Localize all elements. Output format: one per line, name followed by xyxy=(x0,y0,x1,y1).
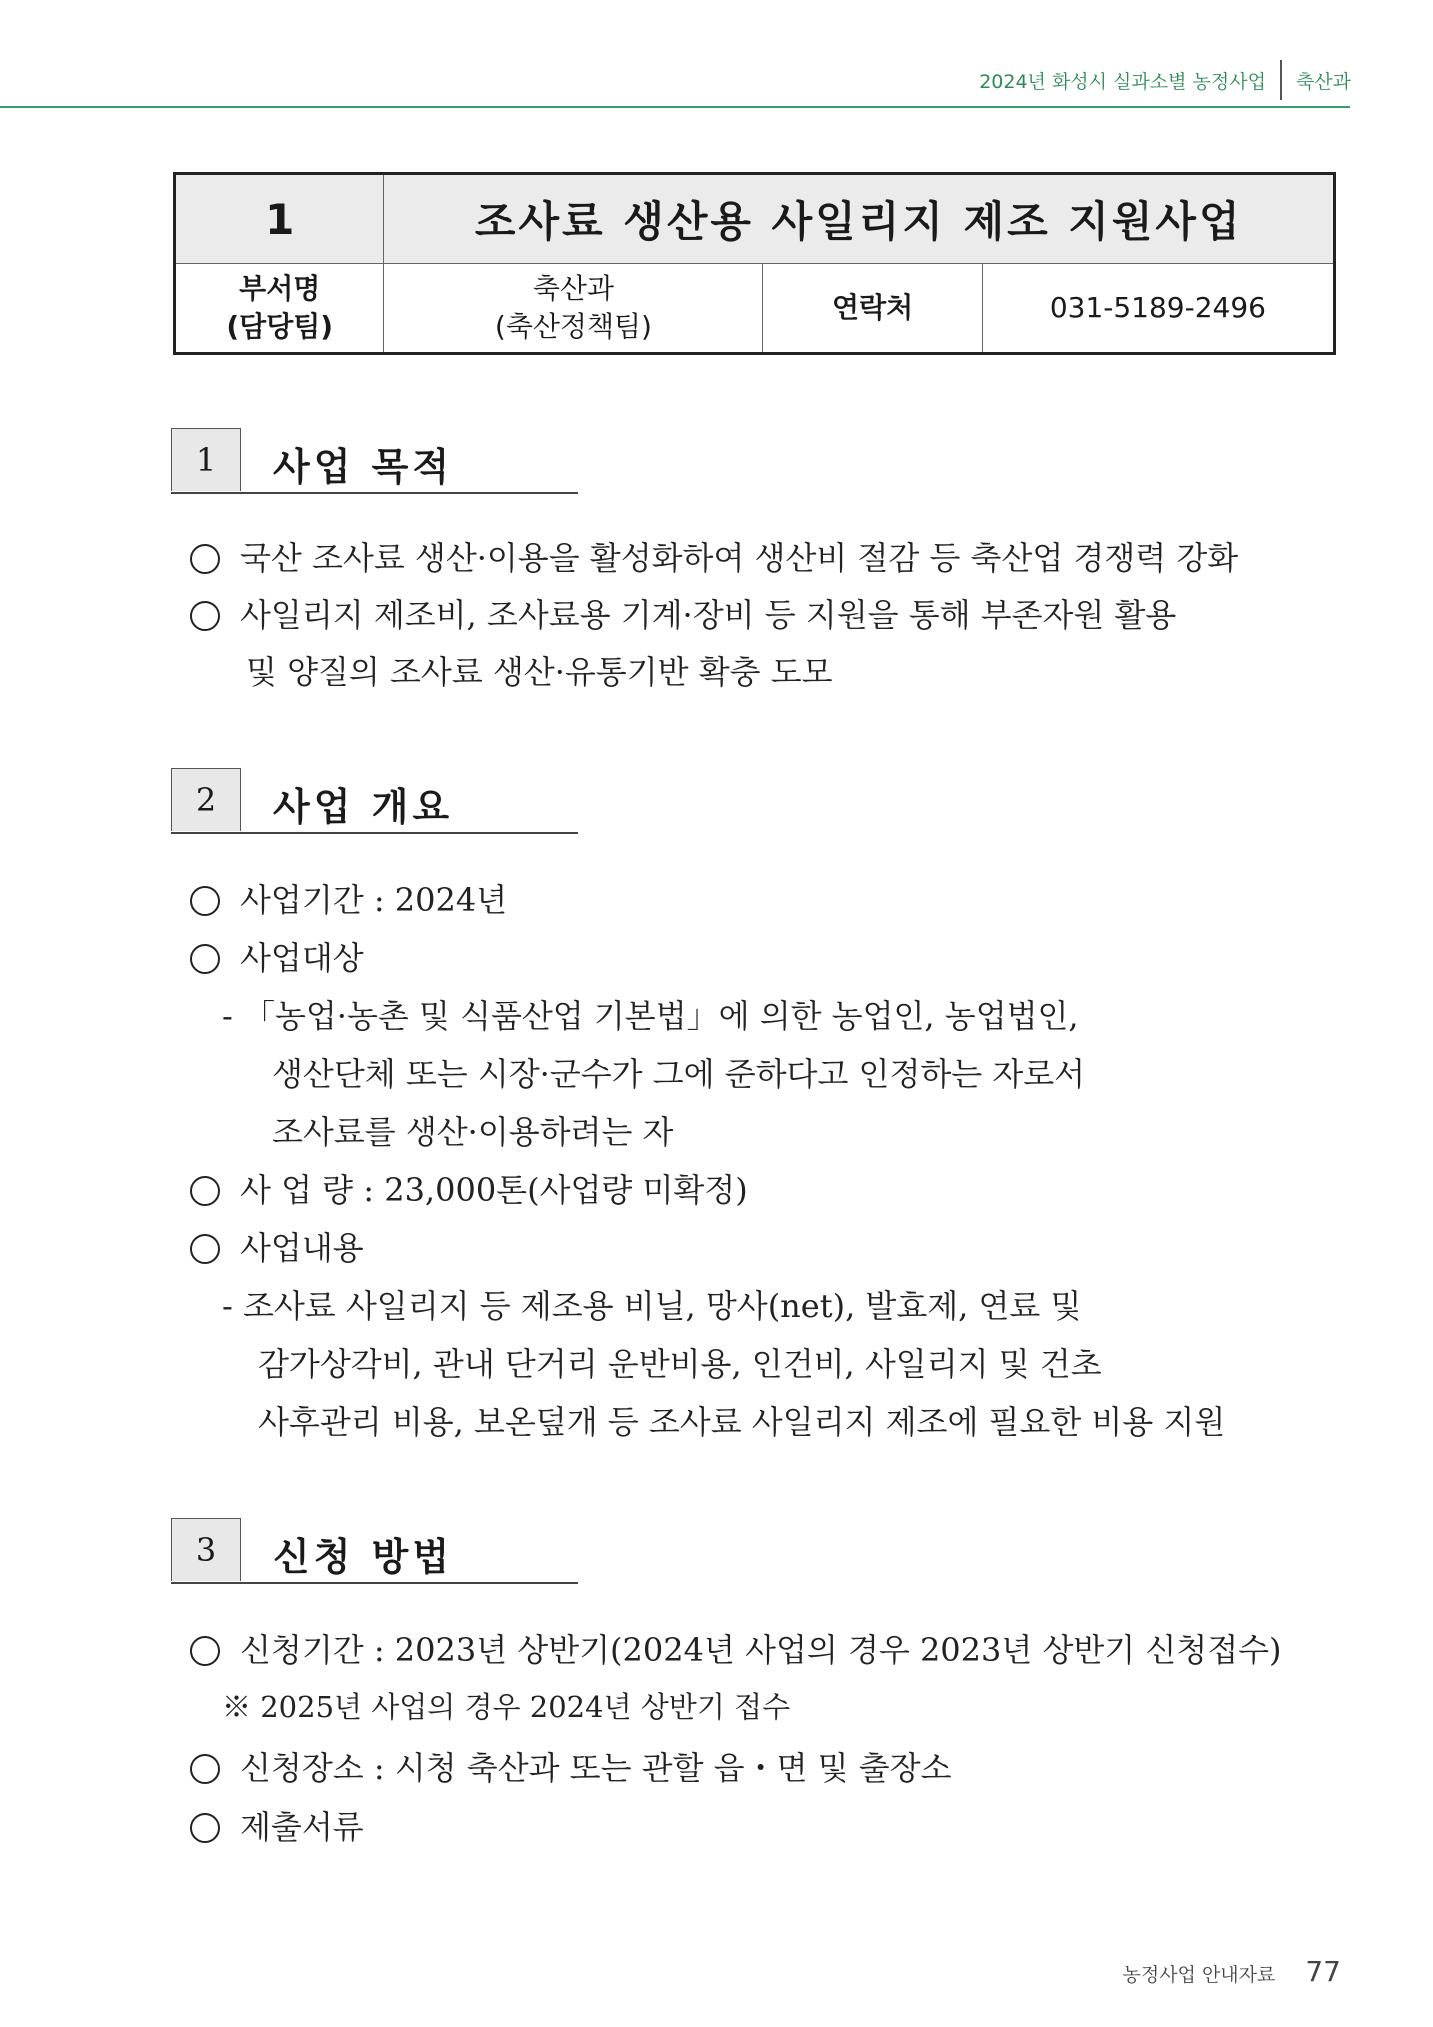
circle-bullet-icon xyxy=(190,544,220,574)
circle-bullet-icon xyxy=(190,886,220,916)
application-note: ※ 2025년 사업의 경우 2024년 상반기 접수 xyxy=(222,1690,791,1724)
section-number: 2 xyxy=(171,768,241,831)
overview-target-detail-2: 생산단체 또는 시장·군수가 그에 준하다고 인정하는 자로서 xyxy=(272,1055,1086,1093)
section-title: 사업 목적 xyxy=(273,445,454,489)
overview-period: 사업기간 : 2024년 xyxy=(190,875,507,921)
dept-value: 축산과 xyxy=(532,272,615,305)
circle-bullet-icon xyxy=(190,1813,220,1843)
overview-target-detail-1: - 「농업·농촌 및 식품산업 기본법」에 의한 농업인, 농업법인, xyxy=(222,997,1079,1035)
circle-bullet-icon xyxy=(190,1176,220,1206)
program-number: 1 xyxy=(175,174,384,264)
contact-value: 031-5189-2496 xyxy=(982,264,1334,354)
dept-label-cell xyxy=(175,264,384,354)
circle-bullet-icon xyxy=(190,1754,220,1784)
overview-volume: 사 업 량 : 23,000톤(사업량 미확정) xyxy=(190,1165,748,1211)
dept-label: 부서명 xyxy=(239,272,321,305)
section-number: 3 xyxy=(171,1518,241,1581)
program-title: 조사료 생산용 사일리지 제조 지원사업 xyxy=(384,174,1335,264)
section-heading-application xyxy=(171,1518,578,1584)
purpose-line-2: 사일리지 제조비, 조사료용 기계·장비 등 지원을 통해 부존자원 활용 xyxy=(190,590,1176,636)
header-department: 축산과 xyxy=(1295,70,1351,93)
footer-label: 농정사업 안내자료 xyxy=(1122,1964,1276,1986)
overview-target: 사업대상 xyxy=(190,933,364,979)
circle-bullet-icon xyxy=(190,601,220,631)
section-title: 신청 방법 xyxy=(273,1535,454,1579)
overview-content-detail-1: - 조사료 사일리지 등 제조용 비닐, 망사(net), 발효제, 연료 및 xyxy=(222,1287,1082,1325)
overview-content: 사업내용 xyxy=(190,1223,364,1269)
page-footer xyxy=(1122,1955,1341,1988)
contact-label: 연락처 xyxy=(763,264,982,354)
application-documents: 제출서류 xyxy=(190,1802,364,1848)
header-divider xyxy=(1280,60,1282,100)
overview-content-detail-3: 사후관리 비용, 보온덮개 등 조사료 사일리지 제조에 필요한 비용 지원 xyxy=(258,1403,1226,1441)
running-header xyxy=(979,60,1351,100)
team-label: (담당팀) xyxy=(226,310,334,343)
dept-value-cell xyxy=(384,264,763,354)
overview-content-detail-2: 감가상각비, 관내 단거리 운반비용, 인건비, 사일리지 및 건초 xyxy=(258,1345,1102,1383)
section-title: 사업 개요 xyxy=(273,785,454,829)
page-number: 77 xyxy=(1305,1955,1341,1988)
doc-title: 2024년 화성시 실과소별 농정사업 xyxy=(979,70,1266,93)
circle-bullet-icon xyxy=(190,1636,220,1666)
purpose-line-3: 및 양질의 조사료 생산·유통기반 확충 도모 xyxy=(246,653,833,691)
purpose-line-1: 국산 조사료 생산·이용을 활성화하여 생산비 절감 등 축산업 경쟁력 강화 xyxy=(190,533,1238,579)
section-heading-purpose xyxy=(171,428,578,494)
program-title-table xyxy=(173,172,1336,355)
section-number: 1 xyxy=(171,428,241,491)
circle-bullet-icon xyxy=(190,1234,220,1264)
application-place: 신청장소 : 시청 축산과 또는 관할 읍・면 및 출장소 xyxy=(190,1743,952,1789)
section-heading-overview xyxy=(171,768,578,834)
overview-target-detail-3: 조사료를 생산·이용하려는 자 xyxy=(272,1113,674,1151)
circle-bullet-icon xyxy=(190,944,220,974)
application-period: 신청기간 : 2023년 상반기(2024년 사업의 경우 2023년 상반기 신청접수) xyxy=(190,1625,1282,1671)
team-value: (축산정책팀) xyxy=(494,310,652,343)
header-rule xyxy=(0,106,1350,108)
